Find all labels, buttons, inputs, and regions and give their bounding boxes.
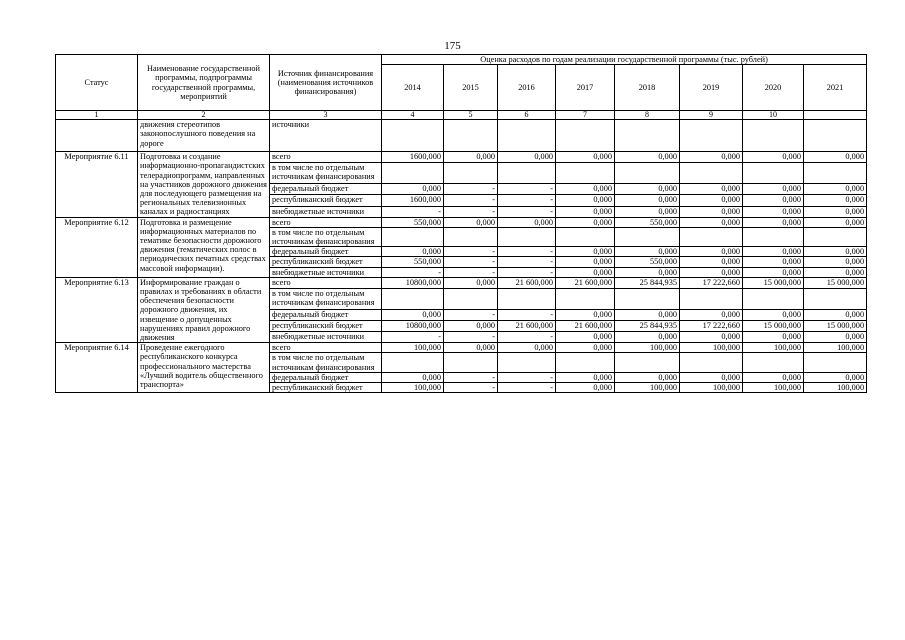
value-cell: 0,000 bbox=[680, 152, 743, 163]
source-cell: федеральный бюджет bbox=[270, 372, 382, 382]
value-cell: 0,000 bbox=[804, 184, 867, 195]
value-cell: - bbox=[382, 267, 444, 277]
header-year: 2016 bbox=[498, 65, 556, 111]
source-cell: источники bbox=[270, 120, 382, 152]
value-cell: - bbox=[444, 383, 498, 393]
value-cell: 100,000 bbox=[804, 383, 867, 393]
header-estimate: Оценка расходов по годам реализации государственной программы (тыс. рублей) bbox=[382, 55, 867, 65]
value-cell: 0,000 bbox=[743, 372, 804, 382]
value-cell: 0,000 bbox=[382, 247, 444, 257]
value-cell bbox=[382, 288, 444, 309]
value-cell bbox=[680, 227, 743, 246]
value-cell: 0,000 bbox=[615, 310, 680, 321]
value-cell: 0,000 bbox=[444, 277, 498, 288]
value-cell bbox=[498, 353, 556, 372]
source-cell: в том числе по отдельным источникам финансирования bbox=[270, 227, 382, 246]
value-cell: - bbox=[382, 206, 444, 217]
value-cell: 0,000 bbox=[382, 310, 444, 321]
value-cell: 0,000 bbox=[680, 332, 743, 343]
value-cell: - bbox=[444, 206, 498, 217]
column-number: 9 bbox=[680, 111, 743, 120]
header-year: 2021 bbox=[804, 65, 867, 111]
source-cell: федеральный бюджет bbox=[270, 247, 382, 257]
value-cell: - bbox=[382, 332, 444, 343]
source-cell: республиканский бюджет bbox=[270, 195, 382, 206]
value-cell bbox=[444, 288, 498, 309]
value-cell bbox=[556, 163, 615, 184]
source-cell: республиканский бюджет bbox=[270, 383, 382, 393]
value-cell: 0,000 bbox=[615, 195, 680, 206]
value-cell: 15 000,000 bbox=[804, 277, 867, 288]
table-row bbox=[56, 152, 867, 163]
value-cell: 0,000 bbox=[556, 343, 615, 353]
source-cell: внебюджетные источники bbox=[270, 206, 382, 217]
value-cell: 0,000 bbox=[382, 372, 444, 382]
table-row bbox=[56, 217, 867, 227]
value-cell bbox=[615, 353, 680, 372]
value-cell: 0,000 bbox=[743, 195, 804, 206]
value-cell: 0,000 bbox=[615, 152, 680, 163]
value-cell: - bbox=[498, 206, 556, 217]
value-cell: 15 000,000 bbox=[743, 321, 804, 332]
value-cell: 0,000 bbox=[556, 195, 615, 206]
value-cell: 550,000 bbox=[615, 257, 680, 267]
value-cell bbox=[615, 288, 680, 309]
value-cell: - bbox=[498, 257, 556, 267]
value-cell: 550,000 bbox=[382, 257, 444, 267]
value-cell: 0,000 bbox=[556, 310, 615, 321]
value-cell: 0,000 bbox=[556, 372, 615, 382]
value-cell: 10800,000 bbox=[382, 321, 444, 332]
value-cell bbox=[444, 163, 498, 184]
column-number: 4 bbox=[382, 111, 444, 120]
value-cell bbox=[556, 288, 615, 309]
value-cell bbox=[680, 353, 743, 372]
value-cell: 0,000 bbox=[743, 152, 804, 163]
value-cell: - bbox=[498, 372, 556, 382]
value-cell bbox=[382, 163, 444, 184]
value-cell: 100,000 bbox=[680, 383, 743, 393]
value-cell: 0,000 bbox=[804, 152, 867, 163]
value-cell: - bbox=[444, 195, 498, 206]
column-number: 7 bbox=[556, 111, 615, 120]
value-cell: 0,000 bbox=[498, 152, 556, 163]
header-year: 2015 bbox=[444, 65, 498, 111]
value-cell: 15 000,000 bbox=[743, 277, 804, 288]
column-number: 10 bbox=[743, 111, 804, 120]
value-cell: 100,000 bbox=[382, 343, 444, 353]
value-cell: 100,000 bbox=[804, 343, 867, 353]
value-cell: 0,000 bbox=[680, 195, 743, 206]
value-cell: - bbox=[444, 372, 498, 382]
value-cell: 100,000 bbox=[615, 383, 680, 393]
status-cell: Мероприятие 6.11 bbox=[56, 152, 138, 217]
table-row bbox=[56, 343, 867, 353]
value-cell bbox=[615, 227, 680, 246]
value-cell bbox=[804, 288, 867, 309]
header-year: 2018 bbox=[615, 65, 680, 111]
source-cell: федеральный бюджет bbox=[270, 184, 382, 195]
value-cell bbox=[556, 353, 615, 372]
status-cell: Мероприятие 6.12 bbox=[56, 217, 138, 277]
value-cell: 0,000 bbox=[680, 184, 743, 195]
value-cell: - bbox=[498, 332, 556, 343]
value-cell: 0,000 bbox=[444, 343, 498, 353]
value-cell bbox=[743, 163, 804, 184]
value-cell: 0,000 bbox=[804, 372, 867, 382]
value-cell: 0,000 bbox=[556, 217, 615, 227]
measure-name: Подготовка и размещение информационных материалов по тематике безопасности дорожного движения (тематических полос в периодических печатных средствах массовой информации). bbox=[138, 217, 270, 277]
value-cell: 0,000 bbox=[680, 257, 743, 267]
value-cell bbox=[382, 227, 444, 246]
value-cell: 21 600,000 bbox=[498, 277, 556, 288]
header-status: Статус bbox=[56, 55, 138, 111]
value-cell bbox=[804, 163, 867, 184]
source-cell: республиканский бюджет bbox=[270, 257, 382, 267]
value-cell: 0,000 bbox=[804, 217, 867, 227]
value-cell: 17 222,660 bbox=[680, 277, 743, 288]
value-cell: - bbox=[498, 310, 556, 321]
header-year: 2017 bbox=[556, 65, 615, 111]
value-cell bbox=[680, 163, 743, 184]
value-cell: 550,000 bbox=[382, 217, 444, 227]
value-cell: 0,000 bbox=[804, 195, 867, 206]
column-number bbox=[804, 111, 867, 120]
value-cell: 15 000,000 bbox=[804, 321, 867, 332]
table-row bbox=[56, 277, 867, 288]
value-cell: - bbox=[444, 257, 498, 267]
value-cell: 10800,000 bbox=[382, 277, 444, 288]
value-cell bbox=[382, 353, 444, 372]
value-cell: 0,000 bbox=[680, 267, 743, 277]
value-cell: 0,000 bbox=[804, 206, 867, 217]
value-cell: 17 222,660 bbox=[680, 321, 743, 332]
value-cell: 0,000 bbox=[615, 267, 680, 277]
source-cell: в том числе по отдельным источникам финансирования bbox=[270, 353, 382, 372]
value-cell: 0,000 bbox=[556, 257, 615, 267]
value-cell: 0,000 bbox=[615, 247, 680, 257]
value-cell: 0,000 bbox=[556, 267, 615, 277]
value-cell: 25 844,935 bbox=[615, 277, 680, 288]
value-cell: 100,000 bbox=[615, 343, 680, 353]
source-cell: всего bbox=[270, 152, 382, 163]
value-cell: 0,000 bbox=[556, 206, 615, 217]
status-cell bbox=[56, 120, 138, 152]
value-cell: 0,000 bbox=[680, 310, 743, 321]
value-cell bbox=[804, 353, 867, 372]
value-cell: 0,000 bbox=[556, 332, 615, 343]
source-cell: всего bbox=[270, 217, 382, 227]
value-cell: 0,000 bbox=[615, 332, 680, 343]
source-cell: всего bbox=[270, 277, 382, 288]
value-cell bbox=[680, 288, 743, 309]
value-cell: 21 600,000 bbox=[556, 321, 615, 332]
value-cell: 0,000 bbox=[615, 184, 680, 195]
value-cell: 100,000 bbox=[743, 343, 804, 353]
column-number: 2 bbox=[138, 111, 270, 120]
value-cell: - bbox=[498, 195, 556, 206]
header-year: 2020 bbox=[743, 65, 804, 111]
value-cell: 0,000 bbox=[680, 372, 743, 382]
value-cell: - bbox=[498, 247, 556, 257]
column-number: 5 bbox=[444, 111, 498, 120]
value-cell: 0,000 bbox=[615, 206, 680, 217]
value-cell: 21 600,000 bbox=[498, 321, 556, 332]
source-cell: республиканский бюджет bbox=[270, 321, 382, 332]
value-cell: 0,000 bbox=[444, 152, 498, 163]
value-cell bbox=[498, 288, 556, 309]
value-cell: 25 844,935 bbox=[615, 321, 680, 332]
page-number: 175 bbox=[444, 40, 461, 52]
value-cell: 0,000 bbox=[743, 257, 804, 267]
value-cell: 0,000 bbox=[804, 257, 867, 267]
value-cell bbox=[804, 227, 867, 246]
value-cell bbox=[444, 353, 498, 372]
value-cell: 0,000 bbox=[804, 332, 867, 343]
value-cell: 0,000 bbox=[743, 332, 804, 343]
value-cell: 550,000 bbox=[615, 217, 680, 227]
value-cell: 0,000 bbox=[804, 310, 867, 321]
value-cell: 1600,000 bbox=[382, 195, 444, 206]
value-cell: 0,000 bbox=[556, 247, 615, 257]
column-number: 8 bbox=[615, 111, 680, 120]
source-cell: федеральный бюджет bbox=[270, 310, 382, 321]
value-cell: 0,000 bbox=[444, 217, 498, 227]
value-cell: - bbox=[498, 267, 556, 277]
header-year: 2014 bbox=[382, 65, 444, 111]
measure-name: движения стереотипов законопослушного поведения на дороге bbox=[138, 120, 270, 152]
value-cell: 100,000 bbox=[743, 383, 804, 393]
budget-table bbox=[55, 54, 867, 393]
column-number: 6 bbox=[498, 111, 556, 120]
continuation-row bbox=[56, 120, 867, 152]
header-year: 2019 bbox=[680, 65, 743, 111]
value-cell bbox=[743, 227, 804, 246]
source-cell: внебюджетные источники bbox=[270, 267, 382, 277]
value-cell: 0,000 bbox=[804, 247, 867, 257]
value-cell: 0,000 bbox=[615, 372, 680, 382]
status-cell: Мероприятие 6.13 bbox=[56, 277, 138, 342]
value-cell: 0,000 bbox=[743, 247, 804, 257]
value-cell: - bbox=[444, 310, 498, 321]
value-cell: - bbox=[444, 267, 498, 277]
value-cell: 0,000 bbox=[382, 184, 444, 195]
header-source: Источник финансирования (наименования источников финансирования) bbox=[270, 55, 382, 111]
column-number: 1 bbox=[56, 111, 138, 120]
value-cell: 0,000 bbox=[498, 343, 556, 353]
source-cell: в том числе по отдельным источникам финансирования bbox=[270, 163, 382, 184]
value-cell: 0,000 bbox=[743, 267, 804, 277]
value-cell bbox=[743, 353, 804, 372]
value-cell: 0,000 bbox=[444, 321, 498, 332]
value-cell: - bbox=[498, 383, 556, 393]
value-cell bbox=[556, 227, 615, 246]
source-cell: всего bbox=[270, 343, 382, 353]
source-cell: внебюджетные источники bbox=[270, 332, 382, 343]
measure-name: Информирование граждан о правилах и требованиях в области обеспечения безопасности дорожного движения, их извещение о допущенных нарушениях правил дорожного движения bbox=[138, 277, 270, 342]
value-cell: 0,000 bbox=[556, 152, 615, 163]
value-cell: - bbox=[444, 247, 498, 257]
value-cell: 0,000 bbox=[680, 247, 743, 257]
measure-name: Подготовка и создание информационно-пропагандистских телерадиопрограмм, направленных на участников дорожного движения для последующего размещения на региональных телевизионных каналах и радиостанциях bbox=[138, 152, 270, 217]
value-cell bbox=[498, 227, 556, 246]
value-cell: - bbox=[444, 184, 498, 195]
value-cell: - bbox=[444, 332, 498, 343]
value-cell: 0,000 bbox=[556, 383, 615, 393]
value-cell bbox=[615, 163, 680, 184]
value-cell: 0,000 bbox=[556, 184, 615, 195]
value-cell: 100,000 bbox=[680, 343, 743, 353]
value-cell: - bbox=[498, 184, 556, 195]
measure-name: Проведение ежегодного республиканского конкурса профессионального мастерства «Лучший водитель общественного транспорта» bbox=[138, 343, 270, 393]
value-cell bbox=[444, 227, 498, 246]
value-cell bbox=[743, 288, 804, 309]
column-number-row bbox=[56, 111, 867, 120]
value-cell: 0,000 bbox=[804, 267, 867, 277]
value-cell: 0,000 bbox=[743, 184, 804, 195]
value-cell: 1600,000 bbox=[382, 152, 444, 163]
value-cell: 0,000 bbox=[680, 206, 743, 217]
value-cell: 0,000 bbox=[743, 217, 804, 227]
value-cell: 100,000 bbox=[382, 383, 444, 393]
column-number: 3 bbox=[270, 111, 382, 120]
value-cell: 0,000 bbox=[498, 217, 556, 227]
value-cell: 0,000 bbox=[680, 217, 743, 227]
value-cell bbox=[498, 163, 556, 184]
status-cell: Мероприятие 6.14 bbox=[56, 343, 138, 393]
value-cell: 21 600,000 bbox=[556, 277, 615, 288]
value-cell: 0,000 bbox=[743, 310, 804, 321]
value-cell: 0,000 bbox=[743, 206, 804, 217]
source-cell: в том числе по отдельным источникам финансирования bbox=[270, 288, 382, 309]
header-name: Наименование государственной программы, подпрограммы государственной программы, мероприятий bbox=[138, 55, 270, 111]
